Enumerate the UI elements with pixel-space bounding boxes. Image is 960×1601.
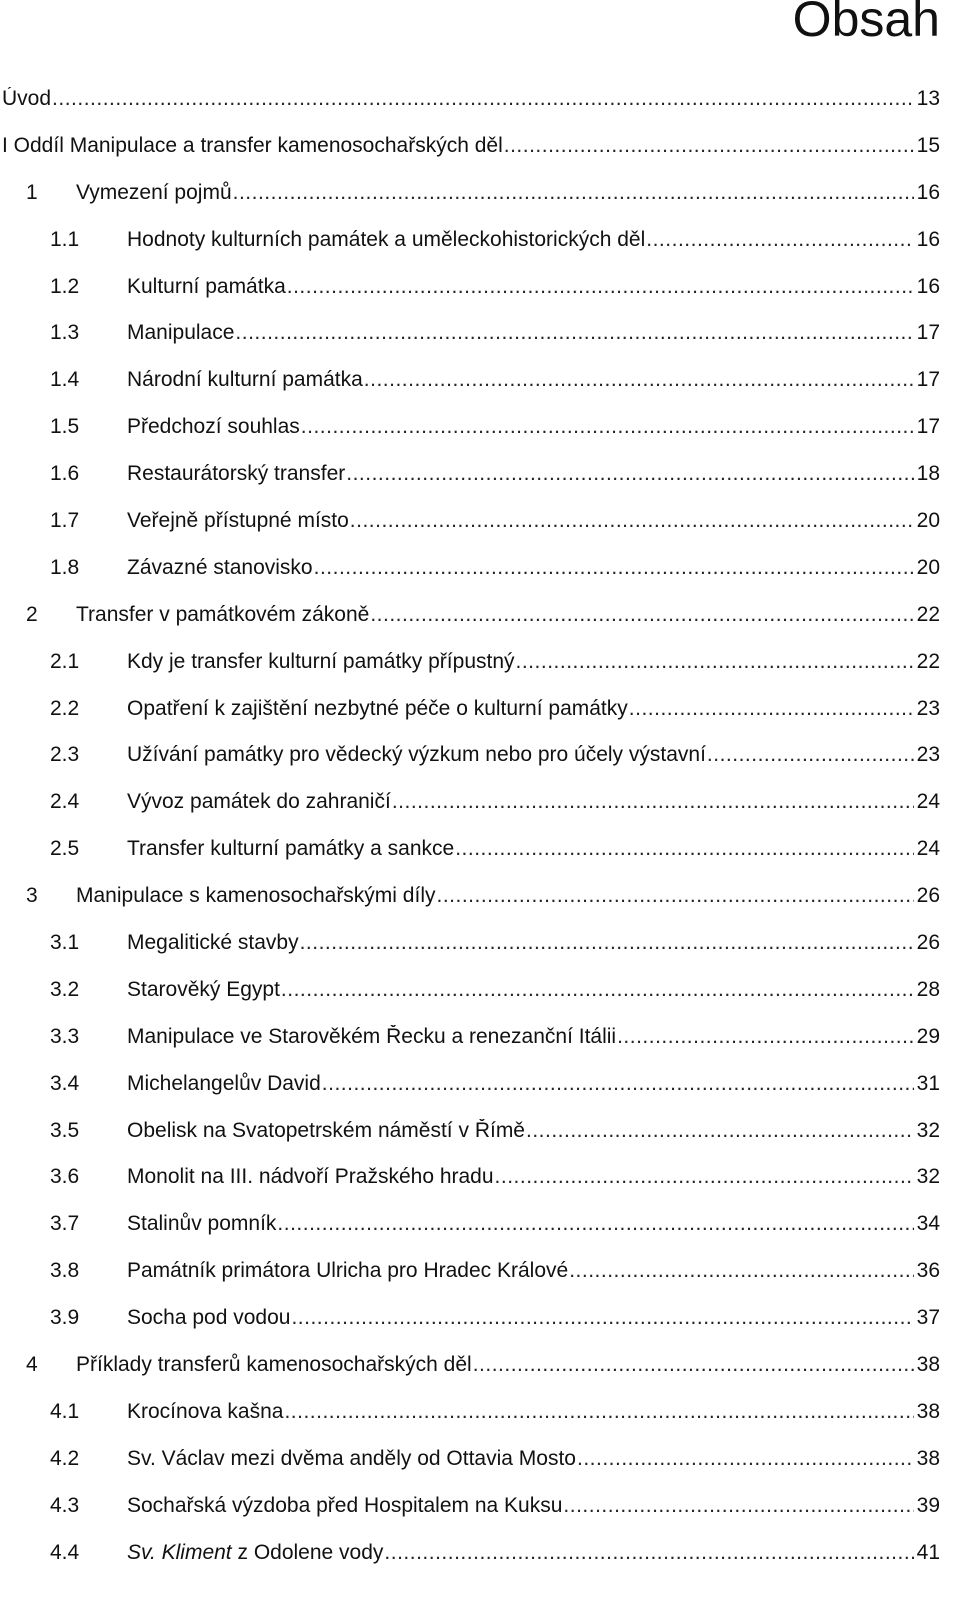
toc-entry-title: Úvod: [2, 87, 52, 110]
toc-entry-number: 3.6: [50, 1165, 80, 1189]
dot-leader: [364, 368, 914, 392]
toc-entry-page-number: 22: [916, 649, 940, 673]
toc-entry[interactable]: [0, 415, 940, 462]
dot-leader: [277, 1212, 914, 1236]
toc-entry[interactable]: [0, 790, 940, 837]
toc-entry-title: Obelisk na Svatopetrském náměstí v Římě: [127, 1118, 525, 1142]
toc-entry-number: 4.2: [50, 1446, 80, 1470]
toc-entry-number: 3.1: [50, 931, 80, 955]
toc-entry[interactable]: [0, 1400, 940, 1447]
toc-entry[interactable]: [0, 228, 940, 275]
toc-entry[interactable]: [0, 1119, 940, 1166]
toc-entry-title: Megalitické stavby: [127, 931, 299, 955]
toc-entry-number: 2.1: [50, 649, 80, 673]
toc-entry-title: Sochařská výzdoba před Hospitalem na Kuksu: [127, 1493, 563, 1517]
toc-entry[interactable]: [0, 509, 940, 556]
toc-entry-title: Závazné stanovisko: [127, 555, 313, 579]
toc-entry-page-number: 32: [916, 1118, 940, 1142]
page-title: Obsah: [792, 0, 940, 47]
toc-entry[interactable]: [0, 1072, 940, 1119]
table-of-contents: [0, 87, 940, 1588]
toc-entry[interactable]: [0, 1353, 940, 1400]
toc-entry[interactable]: [0, 87, 940, 134]
toc-entry-number: 2.5: [50, 837, 80, 861]
toc-entry-title: Transfer kulturní památky a sankce: [127, 837, 455, 861]
dot-leader: [436, 884, 914, 908]
toc-entry-number: 3.4: [50, 1071, 80, 1095]
toc-entry-title: Stalinův pomník: [127, 1212, 277, 1236]
toc-entry-title: I Oddíl Manipulace a transfer kamenosochařských děl: [2, 133, 503, 157]
dot-leader: [563, 1494, 914, 1518]
toc-entry-title: Kulturní památka: [127, 274, 286, 298]
toc-entry[interactable]: [0, 1447, 940, 1494]
toc-entry-page-number: 20: [916, 555, 940, 579]
dot-leader: [455, 837, 914, 861]
toc-entry-title: Vymezení pojmů: [76, 180, 232, 204]
toc-entry-page-number: 26: [916, 884, 940, 908]
toc-entry-page-number: 23: [916, 696, 940, 720]
toc-entry-page-number: 38: [916, 1446, 940, 1470]
toc-entry-number: 4: [26, 1353, 38, 1377]
toc-entry-number: 3.5: [50, 1118, 80, 1142]
toc-entry-number: 3.7: [50, 1212, 80, 1236]
dot-leader: [473, 1353, 914, 1377]
toc-entry[interactable]: [0, 462, 940, 509]
toc-entry[interactable]: [0, 1541, 940, 1588]
toc-entry-page-number: 20: [916, 509, 940, 533]
toc-entry-title: Hodnoty kulturních památek a uměleckohistorických děl: [127, 227, 646, 251]
dot-leader: [617, 1025, 914, 1049]
toc-entry[interactable]: [0, 1494, 940, 1541]
toc-entry-page-number: 16: [916, 274, 940, 298]
toc-entry[interactable]: [0, 931, 940, 978]
toc-entry-number: 1.8: [50, 555, 80, 579]
toc-entry-title: Národní kulturní památka: [127, 368, 363, 392]
toc-entry-title: Užívání památky pro vědecký výzkum nebo pro účely výstavní: [127, 743, 706, 767]
toc-entry-title: Transfer v památkovém zákoně: [76, 602, 370, 626]
toc-entry[interactable]: [0, 181, 940, 228]
toc-entry-page-number: 38: [916, 1353, 940, 1377]
toc-entry-number: 3.8: [50, 1259, 80, 1283]
toc-entry-page-number: 17: [916, 368, 940, 392]
toc-entry-page-number: 32: [916, 1165, 940, 1189]
toc-entry-page-number: 34: [916, 1212, 940, 1236]
toc-entry[interactable]: [0, 368, 940, 415]
toc-entry-page-number: 15: [916, 133, 940, 157]
dot-leader: [495, 1165, 914, 1189]
toc-entry-title: Manipulace ve Starověkém Řecku a renezanční Itálii: [127, 1024, 617, 1048]
toc-entry-title: Starověký Egypt: [127, 977, 280, 1001]
toc-entry-page-number: 17: [916, 321, 940, 345]
toc-entry-title: Vývoz památek do zahraničí: [127, 790, 391, 814]
toc-entry-title: Příklady transferů kamenosochařských děl: [76, 1353, 472, 1377]
dot-leader: [646, 228, 914, 252]
dot-leader: [526, 1119, 914, 1143]
toc-entry[interactable]: [0, 321, 940, 368]
toc-entry[interactable]: [0, 1212, 940, 1259]
toc-entry-number: 1.6: [50, 462, 80, 486]
toc-entry-number: 4.1: [50, 1399, 80, 1423]
toc-entry-number: 1: [26, 180, 38, 204]
toc-entry[interactable]: [0, 134, 940, 181]
toc-entry[interactable]: [0, 978, 940, 1025]
dot-leader: [392, 790, 914, 814]
toc-entry-title-rest: z Odolene vody: [231, 1540, 384, 1564]
toc-entry-page-number: 24: [916, 790, 940, 814]
toc-entry-number: 1.2: [50, 274, 80, 298]
toc-entry-number: 2.4: [50, 790, 80, 814]
dot-leader: [322, 1072, 914, 1096]
toc-entry-number: 2.2: [50, 696, 80, 720]
toc-entry-title: Manipulace s kamenosochařskými díly: [76, 884, 436, 908]
toc-entry-title: Manipulace: [127, 321, 235, 345]
toc-entry-page-number: 16: [916, 180, 940, 204]
toc-entry[interactable]: [0, 603, 940, 650]
dot-leader: [350, 509, 914, 533]
toc-entry-number: 2: [26, 602, 38, 626]
dot-leader: [281, 978, 914, 1002]
toc-entry-page-number: 18: [916, 462, 940, 486]
toc-entry[interactable]: [0, 837, 940, 884]
toc-entry-number: 4.3: [50, 1493, 80, 1517]
toc-entry[interactable]: [0, 884, 940, 931]
dot-leader: [577, 1447, 914, 1471]
dot-leader: [235, 321, 914, 345]
dot-leader: [287, 275, 914, 299]
toc-entry-title: Sv. Václav mezi dvěma anděly od Ottavia Mosto: [127, 1446, 576, 1470]
dot-leader: [301, 415, 914, 439]
toc-entry-number: 3.3: [50, 1024, 80, 1048]
toc-entry-title: Opatření k zajištění nezbytné péče o kulturní památky: [127, 696, 628, 720]
toc-entry[interactable]: [0, 556, 940, 603]
toc-entry[interactable]: [0, 1306, 940, 1353]
dot-leader: [284, 1400, 914, 1424]
toc-entry[interactable]: [0, 275, 940, 322]
toc-entry-page-number: 39: [916, 1493, 940, 1517]
toc-entry-title: Krocínova kašna: [127, 1399, 284, 1423]
toc-entry-page-number: 37: [916, 1306, 940, 1330]
dot-leader: [346, 462, 914, 486]
toc-entry-number: 2.3: [50, 743, 80, 767]
toc-entry[interactable]: [0, 1165, 940, 1212]
toc-entry-page-number: 13: [916, 87, 940, 110]
toc-entry-page-number: 36: [916, 1259, 940, 1283]
toc-entry-title: Restaurátorský transfer: [127, 462, 346, 486]
toc-entry-number: 1.4: [50, 368, 80, 392]
dot-leader: [233, 181, 914, 205]
toc-entry-page-number: 31: [916, 1071, 940, 1095]
dot-leader: [629, 697, 914, 721]
toc-entry-page-number: 24: [916, 837, 940, 861]
toc-entry-number: 1.1: [50, 227, 80, 251]
toc-entry[interactable]: [0, 650, 940, 697]
toc-entry-number: 1.3: [50, 321, 80, 345]
toc-entry-title: Socha pod vodou: [127, 1306, 291, 1330]
toc-entry-page-number: 29: [916, 1024, 940, 1048]
toc-entry-title: [127, 1541, 383, 1565]
dot-leader: [52, 87, 914, 111]
toc-entry-number: 3.2: [50, 977, 80, 1001]
dot-leader: [291, 1306, 914, 1330]
toc-entry-page-number: 41: [916, 1540, 940, 1564]
toc-entry-title: Michelangelův David: [127, 1071, 321, 1095]
toc-entry[interactable]: [0, 743, 940, 790]
toc-entry-page-number: 38: [916, 1399, 940, 1423]
dot-leader: [569, 1259, 914, 1283]
toc-entry-title: Monolit na III. nádvoří Pražského hradu: [127, 1165, 494, 1189]
toc-entry-page-number: 17: [916, 415, 940, 439]
toc-entry-number: 3: [26, 884, 38, 908]
toc-entry-title-italic: Sv. Kliment: [127, 1540, 232, 1564]
toc-entry-number: 4.4: [50, 1540, 80, 1564]
dot-leader: [707, 743, 914, 767]
toc-entry[interactable]: [0, 1025, 940, 1072]
toc-entry-page-number: 28: [916, 977, 940, 1001]
dot-leader: [504, 134, 914, 158]
toc-entry-title: Veřejně přístupné místo: [127, 509, 349, 533]
toc-entry-title: Předchozí souhlas: [127, 415, 300, 439]
toc-entry-page-number: 26: [916, 931, 940, 955]
dot-leader: [314, 556, 914, 580]
dot-leader: [384, 1541, 914, 1565]
dot-leader: [370, 603, 914, 627]
toc-entry-title: Kdy je transfer kulturní památky přípustný: [127, 649, 515, 673]
toc-entry[interactable]: [0, 1259, 940, 1306]
dot-leader: [300, 931, 914, 955]
toc-entry-title: Památník primátora Ulricha pro Hradec Králové: [127, 1259, 569, 1283]
toc-entry-number: 3.9: [50, 1306, 80, 1330]
toc-entry-page-number: 16: [916, 227, 940, 251]
toc-entry-number: 1.7: [50, 509, 80, 533]
dot-leader: [516, 650, 914, 674]
toc-entry[interactable]: [0, 697, 940, 744]
toc-entry-page-number: 22: [916, 602, 940, 626]
toc-entry-number: 1.5: [50, 415, 80, 439]
toc-entry-page-number: 23: [916, 743, 940, 767]
